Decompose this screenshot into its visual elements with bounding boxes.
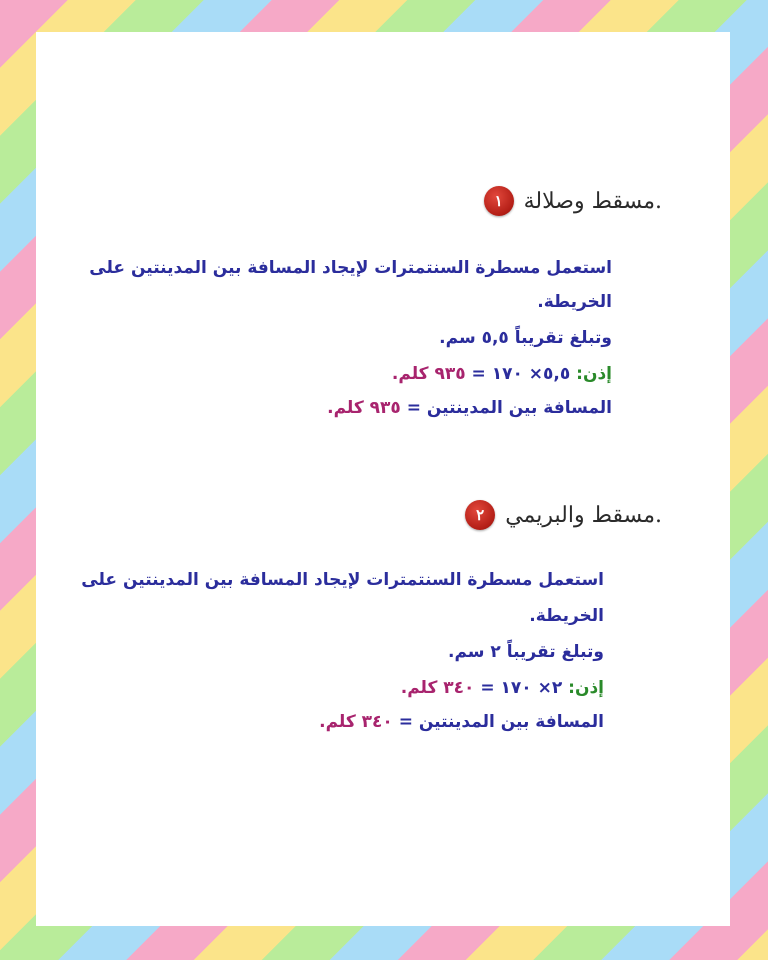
equation-result: ٩٣٥ كلم. xyxy=(391,364,466,384)
distance-label: المسافة بين المدينتين = xyxy=(398,712,604,732)
number-badge-icon: ٢ xyxy=(465,500,495,530)
equation-left: ٥,٥× ١٧٠ = xyxy=(471,364,571,384)
section-1-equation xyxy=(392,364,612,384)
section-2-equation xyxy=(401,678,604,698)
section-2-instruction: استعمل مسطرة السنتمترات لإيجاد المسافة بين المدينتين على xyxy=(81,570,604,590)
section-2-distance xyxy=(319,712,604,732)
section-1-instruction-cont: الخريطة. xyxy=(537,292,612,312)
section-1-heading xyxy=(484,186,662,216)
section-2-heading xyxy=(465,500,662,530)
section-2-measurement: وتبلغ تقريباً ٢ سم. xyxy=(447,642,604,662)
equation-left: ٢× ١٧٠ = xyxy=(480,678,563,698)
number-badge-icon: ١ xyxy=(484,186,514,216)
content-card xyxy=(36,32,730,926)
since-label: إذن: xyxy=(568,678,604,698)
section-1-title: مسقط وصلالة. xyxy=(523,188,662,214)
section-1-instruction: استعمل مسطرة السنتمترات لإيجاد المسافة بين المدينتين على xyxy=(89,258,612,278)
distance-result: ٩٣٥ كلم. xyxy=(327,398,401,418)
distance-label: المسافة بين المدينتين = xyxy=(406,398,612,418)
section-1-distance xyxy=(327,398,612,418)
section-2-instruction-cont: الخريطة. xyxy=(529,606,604,626)
equation-result: ٣٤٠ كلم. xyxy=(400,678,475,698)
section-1-measurement: وتبلغ تقريباً ٥,٥ سم. xyxy=(439,328,612,348)
since-label: إذن: xyxy=(576,364,612,384)
distance-result: ٣٤٠ كلم. xyxy=(319,712,393,732)
section-2-title: مسقط والبريمي. xyxy=(505,502,662,528)
